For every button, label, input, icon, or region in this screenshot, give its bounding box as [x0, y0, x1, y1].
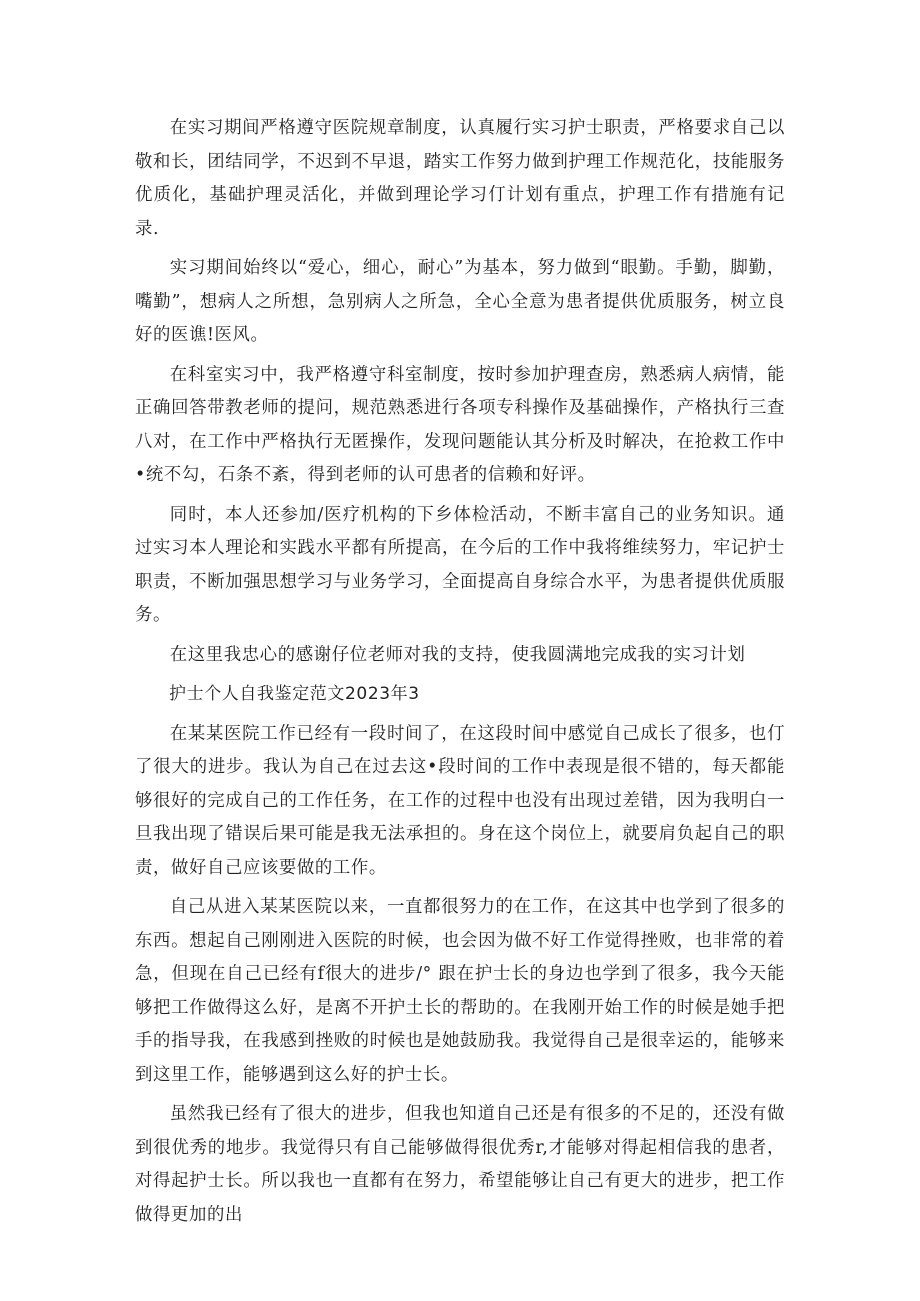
- paragraph-3: 在科室实习中，我严格遵守科室制度，按时参加护理查房，熟悉病人病情，能正确回答带教老师的提问，规范熟悉进行各项专科操作及基础操作，产格执行三查八对，在工作中严格执行无匿操作，发现问题能认其分析及时解决，在抢救工作中•统不勾，石条不紊，得到老师的认可患者的信赖和好评。: [135, 364, 785, 485]
- paragraph-4: 同时，本人还参加/医疗机构的下乡体检活动，不断丰富自己的业务知识。通过实习本人理论和实践水平都有所提高，在今后的工作中我将维续努力，牢记护士职责，不断加强思想学习与业务学习，全面提高自身综合水平，为患者提供优质服务。: [135, 504, 785, 625]
- document-body: [135, 112, 785, 1238]
- section-title: 护士个人自我鉴定范文2023年3: [169, 684, 420, 704]
- paragraph-6: 在某某医院工作已经有一段时间了，在这段时间中感觉自己成长了很多，也仃了很大的进步。我认为自己在过去这•段时间的工作中表现是很不错的，每天都能够很好的完成自己的工作任务，在工作的过程中也没有出现过差错，因为我明白一旦我出现了错误后果可能是我无法承担的。身在这个岗位上，就要肩负起自己的职责，做好自己应该要做的工作。: [135, 723, 785, 878]
- paragraph-1: 在实习期间严格遵守医院规章制度，认真履行实习护士职责，严格要求自己以敬和长，团结同学，不迟到不早退，踏实工作努力做到护理工作规范化，技能服务优质化，基础护理灵活化，并做到理论学习仃计划有重点，护理工作有措施有记录.: [135, 118, 785, 239]
- paragraph-5: 在这里我忠心的感谢仔位老师对我的支持，使我圆满地完成我的实习计划: [169, 644, 746, 665]
- paragraph-7: 自己从进入某某医院以来，一直都很努力的在工作，在这其中也学到了很多的东西。想起自己刚刚进入医院的时候，也会因为做不好工作觉得挫败，也非常的着急，但现在自己已经有f很大的进步/° 跟在护士长的身边也学到了很多，我今天能够把工作做得这么好，是离不开护土长的帮助的。在我刚开始工作的时候是她手把手的指导我，在我感到挫败的时候也是她鼓励我。我觉得自己是很幸运的，能够来到这里工作，能够遇到这么好的护士长。: [135, 897, 785, 1085]
- paragraph-2: 实习期间始终以“爱心，细心，耐心”为基本，努力做到“眼勤。手勤，脚勤，嘴勤”，想病人之所想，急别病人之所急，全心全意为患者提供优质服务，树立良好的医谯!医风。: [135, 258, 785, 345]
- paragraph-8: 虽然我已经有了很大的进步，但我也知道自己还是有很多的不足的，还没有做到很优秀的地步。我觉得只有自己能够做得很优秀r,才能够对得起相信我的患者，对得起护士长。所以我也一直都有在努力，希望能够让自己有更大的进步，把工作做得更加的出: [135, 1104, 785, 1225]
